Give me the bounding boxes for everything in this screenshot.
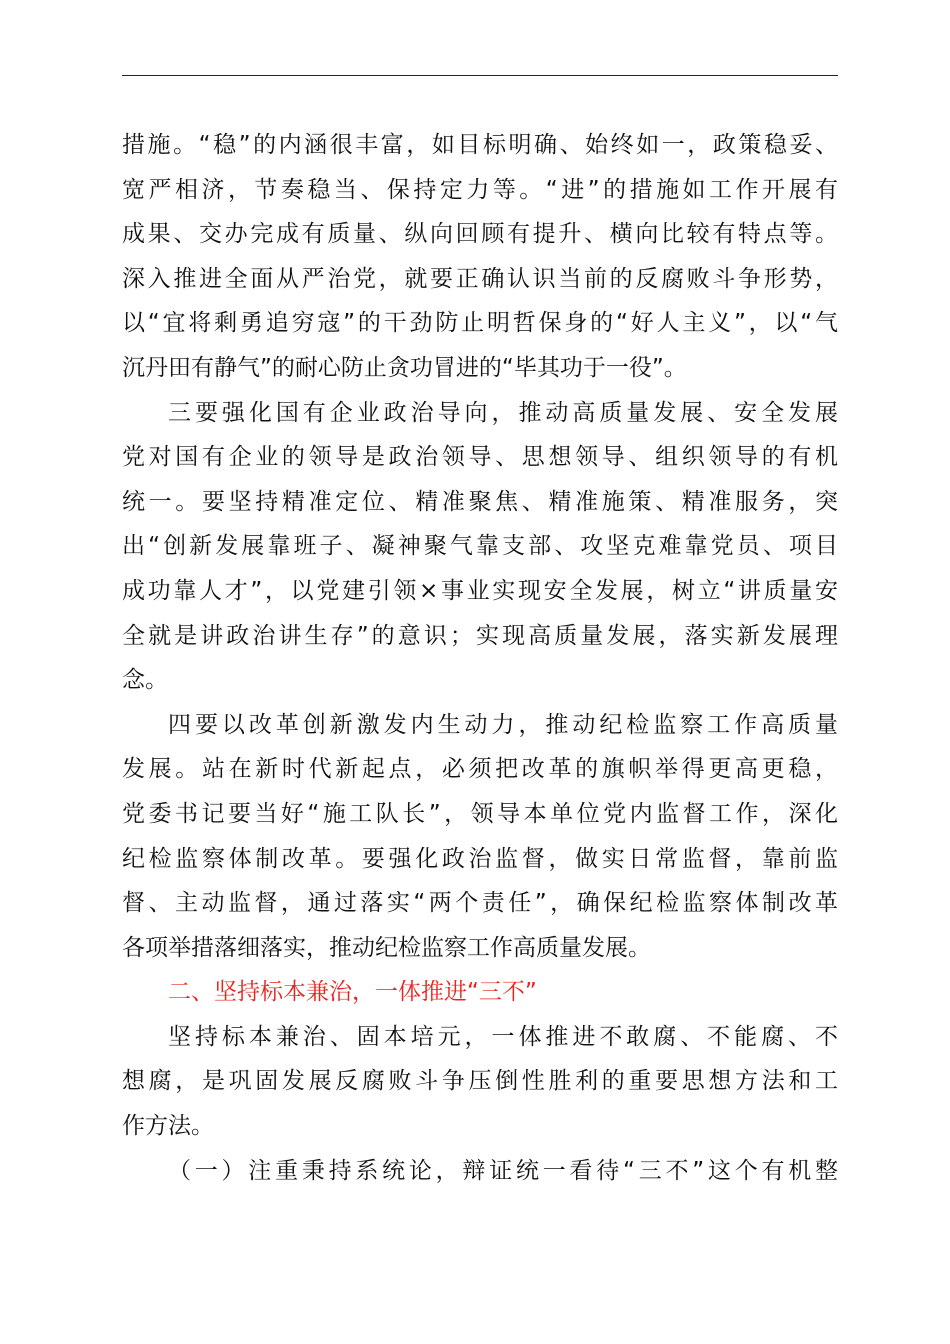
text-line: 全就是讲政治讲生存”的意识；实现高质量发展，落实新发展理 [122,622,838,649]
section-heading: 二、坚持标本兼治，一体推进“三不” [168,979,537,1006]
paragraph-lead-line: 四要以改革创新激发内生动力，推动纪检监察工作高质量 [168,711,838,738]
header-rule [122,75,838,76]
text-line: 作方法。 [122,1113,214,1140]
text-line: 党对国有企业的领导是政治领导、思想领导、组织领导的有机 [122,444,838,471]
text-line: 成果、交办完成有质量、纵向回顾有提升、横向比较有特点等。 [122,221,838,248]
text-line: 出“创新发展靠班子、凝神聚气靠支部、攻坚克难靠党员、项目 [122,533,838,560]
text-line: 宽严相济，节奏稳当、保持定力等。“进”的措施如工作开展有 [122,176,838,203]
text-line: 督、主动监督，通过落实“两个责任”，确保纪检监察体制改革 [122,890,838,917]
text-line: 措施。“稳”的内涵很丰富，如目标明确、始终如一，政策稳妥、 [122,132,838,158]
text-line: 念。 [122,667,168,694]
text-line: 沉丹田有静气”的耐心防止贪功冒进的“毕其功于一役”。 [122,354,687,381]
document-body [122,123,838,1193]
paragraph-lead-line: 三要强化国有企业政治导向，推动高质量发展、安全发展 [168,399,838,426]
text-line: 发展。站在新时代新起点，必须把改革的旗帜举得更高更稳， [122,756,838,783]
text-line: 深入推进全面从严治党，就要正确认识当前的反腐败斗争形势， [122,265,838,292]
paragraph-lead-line: 坚持标本兼治、固本培元，一体推进不敢腐、不能腐、不 [168,1023,838,1050]
text-line: 想腐，是巩固发展反腐败斗争压倒性胜利的重要思想方法和工 [122,1068,838,1095]
text-line: 统一。要坚持精准定位、精准聚焦、精准施策、精准服务，突 [122,488,838,515]
text-line: 党委书记要当好“施工队长”，领导本单位党内监督工作，深化 [122,800,838,827]
text-line: 以“宜将剩勇追穷寇”的干劲防止明哲保身的“好人主义”，以“气 [122,310,838,337]
text-line: 各项举措落细落实，推动纪检监察工作高质量发展。 [122,934,651,961]
text-line: 纪检监察体制改革。要强化政治监督，做实日常监督，靠前监 [122,845,838,872]
text-line: 成功靠人才”，以党建引领×事业实现安全发展，树立“讲质量安 [122,577,838,604]
subsection-lead-line: （一）注重秉持系统论，辩证统一看待“三不”这个有机整 [168,1157,838,1184]
